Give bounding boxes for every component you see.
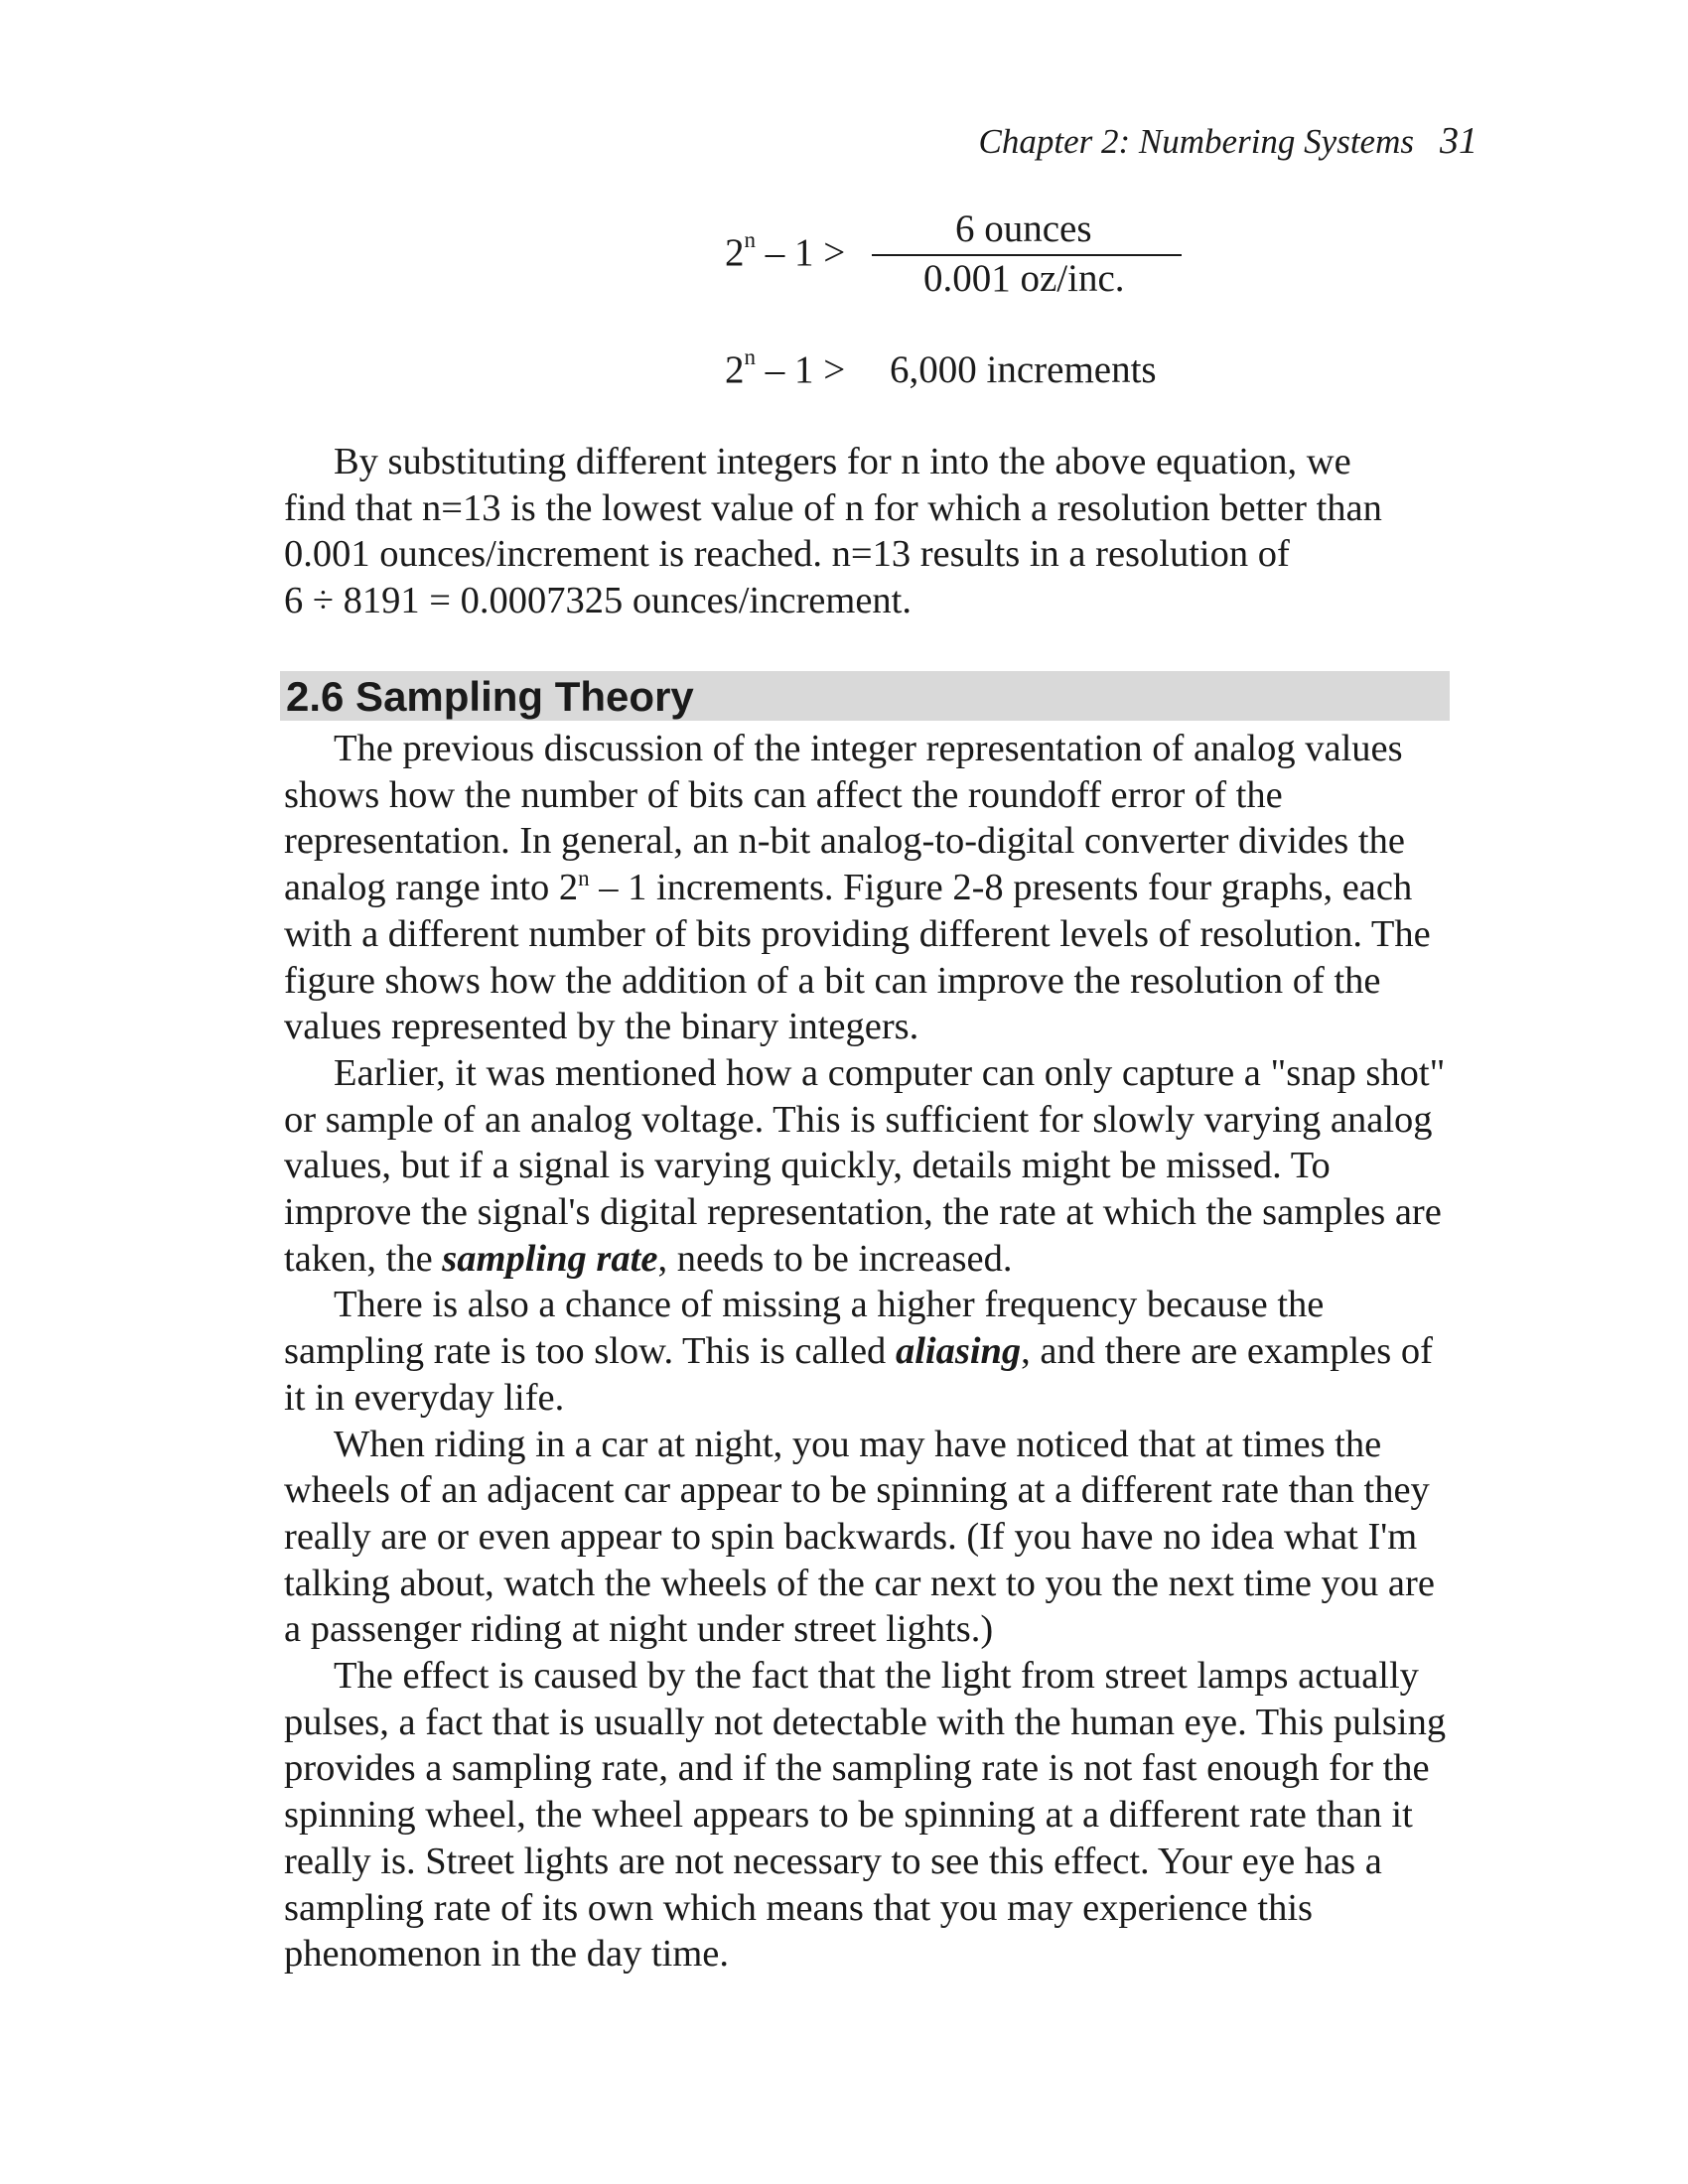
equation-1-lhs (725, 227, 846, 275)
paragraph-1: The previous discussion of the integer representation of analog values shows how the number of bits can affect the roundoff error of the representation. In general, an n-bit analog-to-digital converter divides the analog range into 2$^n$ – 1 increments. Figure 2-8 presents four graphs, each with a different number of bits providing different levels of resolution. The figure shows how the addition of a bit can improve the resolution of the values represented by the binary integers. (284, 728, 1431, 1048)
intro-line-3: 0.001 ounces/increment is reached. n=13 results in a resolution of (284, 533, 1290, 576)
equation-2-rhs: 6,000 increments (890, 348, 1157, 391)
section-title: 2.6 Sampling Theory (286, 673, 694, 720)
intro-line-4: 6 ÷ 8191 = 0.0007325 ounces/increment. (284, 580, 912, 622)
intro-line-2: find that n=13 is the lowest value of n for which a resolution better than (284, 486, 1382, 529)
chapter-title: Chapter 2: Numbering Systems (978, 122, 1414, 161)
equation-2-exponent: n (744, 344, 756, 369)
running-head (979, 119, 1477, 163)
term-aliasing: aliasing (895, 1330, 1022, 1373)
term-sampling-rate: sampling rate (442, 1237, 658, 1280)
equation-1-base: 2 (725, 231, 745, 274)
paragraph-2: Earlier, it was mentioned how a computer can only capture a "snap shot" or sample of an analog voltage. This is sufficient for slowly varying analog values, but if a signal is varying quickly, details might be missed. To improve the signal's digital representation, the rate at which the samples are taken, the sampling rate, needs to be increased. (284, 1051, 1446, 1280)
equation-1-numerator: 6 ounces (955, 207, 1092, 250)
paragraph-4: When riding in a car at night, you may have noticed that at times the wheels of an adjacent car appear to be spinning at a different rate than they really are or even appear to spin backwards. (If you have no idea what I'm talking about, watch the wheels of the car next to you the next time you are a passenger riding at night under street lights.) (284, 1423, 1435, 1651)
equation-1-exponent: n (744, 227, 756, 252)
intro-paragraph (284, 439, 1456, 624)
paragraph-3: There is also a chance of missing a higher frequency because the sampling rate is too slow. This is called aliasing, and there are examples of it in everyday life. (284, 1284, 1433, 1419)
page-number: 31 (1440, 120, 1477, 162)
section-body (284, 726, 1456, 1978)
equation-2-base: 2 (725, 348, 745, 391)
equation-1-denominator: 0.001 oz/inc. (923, 257, 1125, 300)
equation-2-lhs (725, 344, 846, 392)
intro-line-1: By substituting different integers for n into the above equation, we (334, 441, 1351, 482)
section-heading-bar (280, 671, 1450, 721)
equation-1-operator: – 1 > (756, 231, 846, 274)
paragraph-5: The effect is caused by the fact that the light from street lamps actually pulses, a fact that is usually not detectable with the human eye. This pulsing provides a sampling rate, and if the sampling rate is not fast enough for the spinning wheel, the wheel appears to be spinning at a different rate than it really is. Street lights are not necessary to see this effect. Your eye has a sampling rate of its own which means that you may experience this phenomenon in the day time. (284, 1655, 1447, 1976)
equation-2-operator: – 1 > (756, 348, 846, 391)
